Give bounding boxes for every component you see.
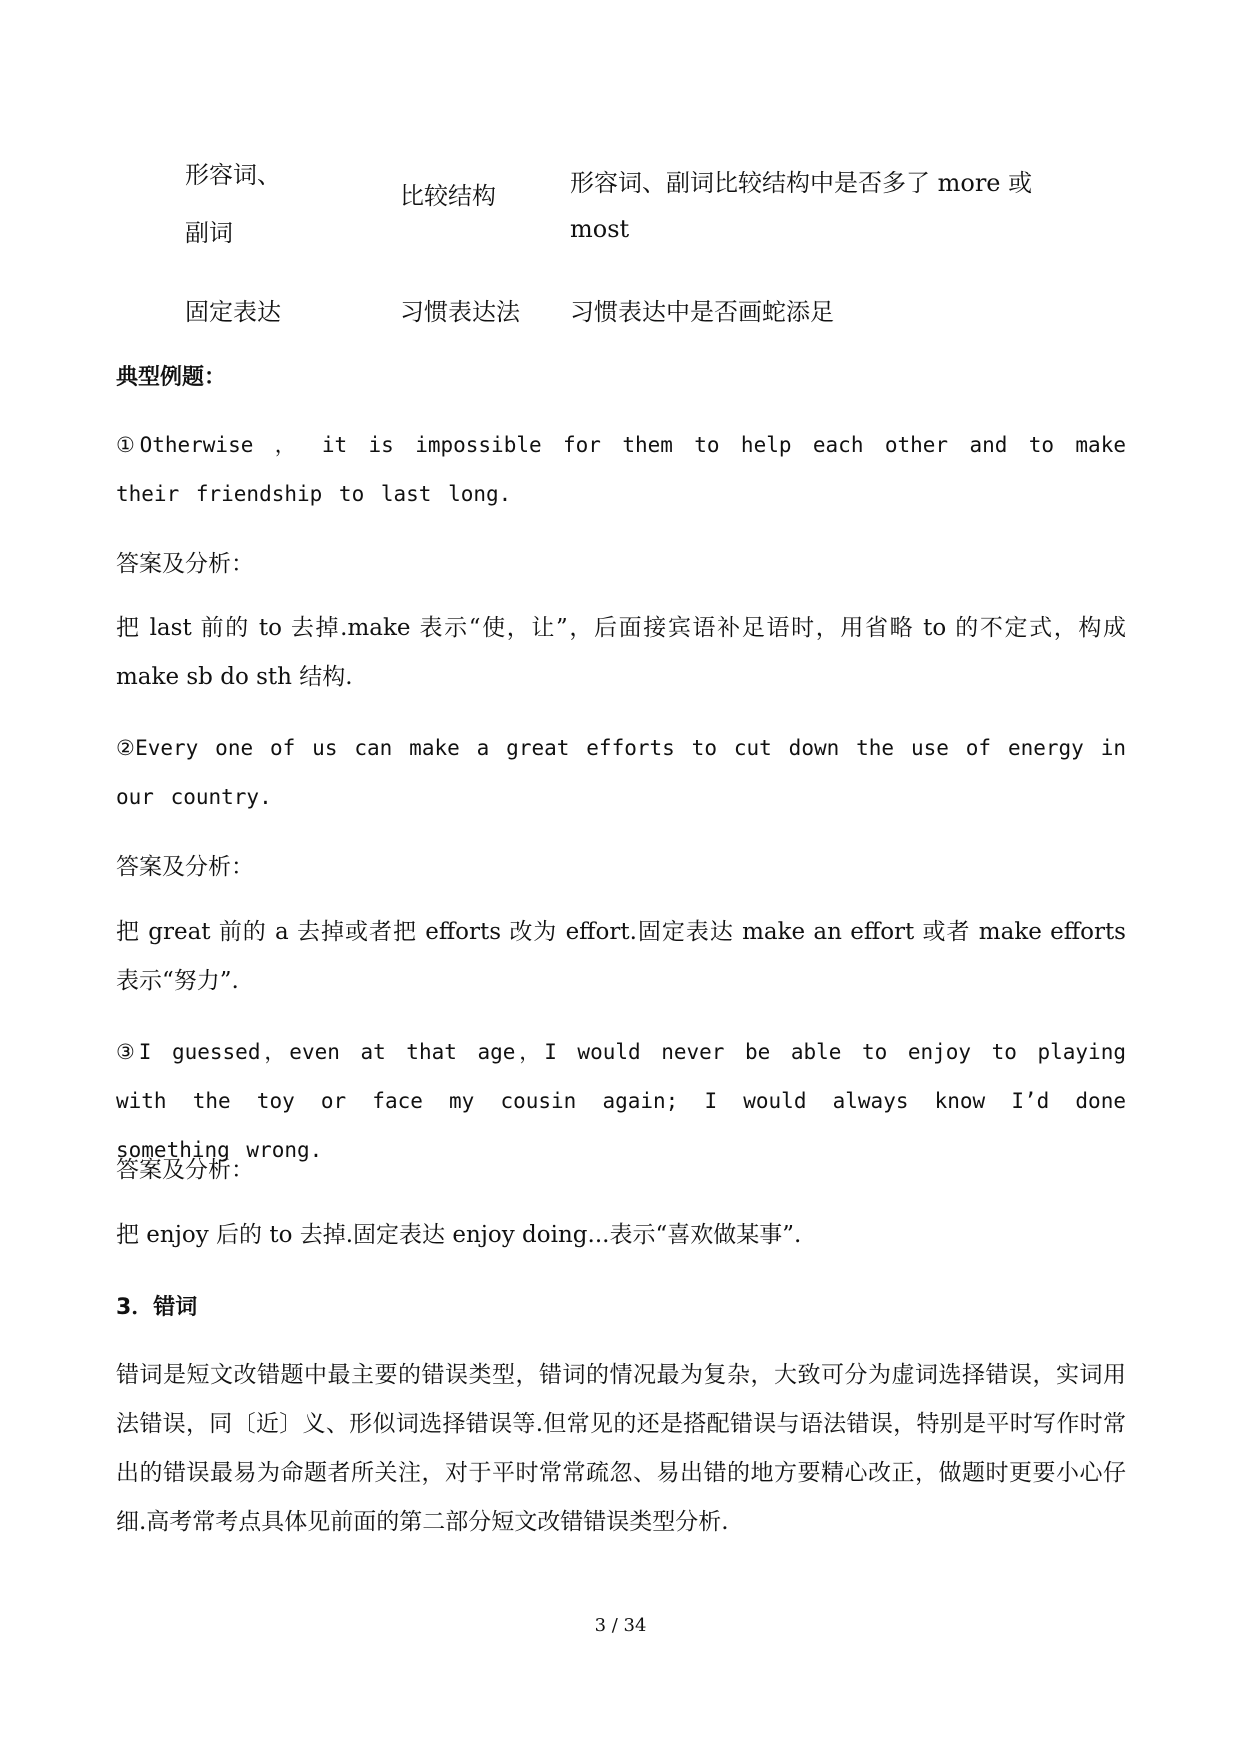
example-sentence-1: ①Otherwise ， it is impossible for them to help each other and to make their friendship to last long. xyxy=(116,433,1126,506)
table-row xyxy=(150,292,1070,352)
examples-heading: 典型例题： xyxy=(116,365,227,390)
table-cell-type: 比较结构 xyxy=(400,182,496,210)
category-line: 形容词、 xyxy=(185,161,281,189)
table-cell-description: 习惯表达中是否画蛇添足 xyxy=(570,298,834,326)
table-cell-type: 习惯表达法 xyxy=(400,298,520,326)
error-type-table xyxy=(150,140,1070,352)
table-cell-description: 形容词、副词比较结构中是否多了 more 或 most xyxy=(570,169,1033,243)
section-title: 3．错词 xyxy=(116,1295,198,1320)
analysis-1: 把 last 前的 to 去掉.make 表示“使，让”，后面接宾语补足语时，用省略 to 的不定式，构成 make sb do sth 结构. xyxy=(116,615,1126,690)
table-cell-category: 固定表达 xyxy=(185,298,281,326)
analysis-2: 把 great 前的 a 去掉或者把 efforts 改为 effort.固定表达 make an effort 或者 make efforts 表示“努力”. xyxy=(116,919,1126,994)
answer-label-3: 答案及分析： xyxy=(116,1157,254,1183)
analysis-3: 把 enjoy 后的 to 去掉.固定表达 enjoy doing...表示“喜欢做某事”. xyxy=(116,1222,802,1248)
example-sentence-2: ②Every one of us can make a great efforts to cut down the use of energy in our country. xyxy=(116,736,1126,809)
category-line: 副词 xyxy=(185,219,233,247)
section-body: 错词是短文改错题中最主要的错误类型，错词的情况最为复杂，大致可分为虚词选择错误，实词用法错误，同〔近〕义、形似词选择错误等.但常见的还是搭配错误与语法错误，特别是平时写作时常出的错误最易为命题者所关注，对于平时常常疏忽、易出错的地方要精心改正，做题时更要小心仔细.高考常考点具体见前面的第二部分短文改错错误类型分析. xyxy=(116,1362,1126,1535)
table-cell-category xyxy=(185,146,305,262)
example-sentence-3: ③I guessed，even at that age，I would never be able to enjoy to playing with the toy or face my cousin again; I would always know I’d done something wrong. xyxy=(116,1040,1126,1162)
answer-label-1: 答案及分析： xyxy=(116,551,254,577)
page-number: 3 / 34 xyxy=(594,1615,647,1636)
answer-label-2: 答案及分析： xyxy=(116,854,254,880)
table-row xyxy=(150,140,1070,270)
